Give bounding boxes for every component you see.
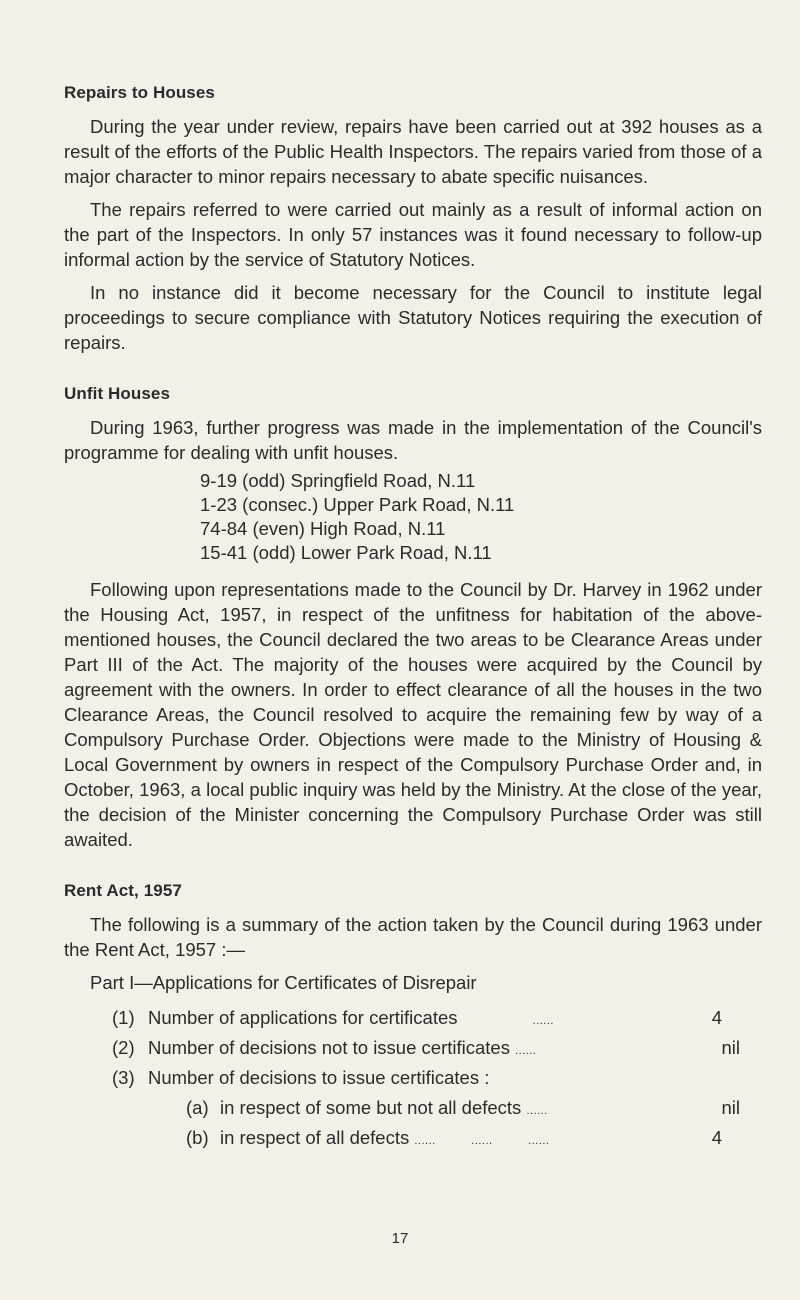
- leader-dots: ......: [532, 1015, 554, 1027]
- summary-row: [64, 1003, 762, 1033]
- row-text: in respect of all defects: [220, 1127, 410, 1148]
- summary-subrow: [64, 1123, 762, 1153]
- leader-dots: ...... ...... ......: [414, 1135, 550, 1147]
- row-number: (2): [112, 1037, 135, 1058]
- row-value: nil: [721, 1037, 740, 1058]
- address-list: [200, 469, 762, 565]
- address-item: 1-23 (consec.) Upper Park Road, N.11: [200, 494, 515, 515]
- row-number: (3): [112, 1067, 135, 1088]
- summary-subrow: [64, 1093, 762, 1123]
- summary-row: [64, 1033, 762, 1063]
- rent-act-intro: The following is a summary of the action taken by the Council during 1963 under the Rent Act, 1957 :—: [64, 914, 762, 960]
- row-value: 4: [711, 1127, 722, 1148]
- unfit-houses-heading: Unfit Houses: [64, 384, 171, 403]
- row-number: (a): [186, 1097, 209, 1118]
- repairs-heading: Repairs to Houses: [64, 83, 215, 102]
- repairs-paragraph-2: The repairs referred to were carried out mainly as a result of informal action on the part of the Inspectors. In only 57 instances was it found necessary to follow-up informal action by the service of Statutory Notices.: [64, 199, 762, 270]
- leader-dots: ......: [526, 1105, 548, 1117]
- row-text: Number of decisions to issue certificates :: [148, 1067, 490, 1088]
- address-item: 15-41 (odd) Lower Park Road, N.11: [200, 542, 492, 563]
- page-number: 17: [391, 1230, 409, 1247]
- row-value: nil: [721, 1097, 740, 1118]
- summary-row: [64, 1063, 762, 1093]
- row-value: 4: [711, 1007, 722, 1028]
- part-one-title: Part I—Applications for Certificates of Disrepair: [90, 972, 477, 993]
- unfit-houses-following: Following upon representations made to the Council by Dr. Harvey in 1962 under the Housing Act, 1957, in respect of the unfitness for habitation of the above-mentioned houses, the Council declared the two areas to be Clearance Areas under Part III of the Act. The majority of the houses were acquired by the Council by agreement with the owners. In order to effect clearance of all the houses in the two Clearance Areas, the Council resolved to acquire the remaining few by way of a Compulsory Purchase Order. Objections were made to the Ministry of Housing & Local Government by owners in respect of the Compulsory Purchase Order and, in October, 1963, a local public inquiry was held by the Ministry. At the close of the year, the decision of the Minister concerning the Compulsory Purchase Order was still awaited.: [64, 579, 762, 850]
- repairs-paragraph-3: In no instance did it become necessary for the Council to institute legal proceedings to secure compliance with Statutory Notices requiring the execution of repairs.: [64, 282, 762, 353]
- row-number: (1): [112, 1007, 135, 1028]
- row-number: (b): [186, 1127, 209, 1148]
- row-text: in respect of some but not all defects: [220, 1097, 522, 1118]
- row-text: Number of decisions not to issue certificates: [148, 1037, 510, 1058]
- address-item: 9-19 (odd) Springfield Road, N.11: [200, 470, 476, 491]
- address-item: 74-84 (even) High Road, N.11: [200, 518, 446, 539]
- repairs-paragraph-1: During the year under review, repairs have been carried out at 392 houses as a result of the efforts of the Public Health Inspectors. The repairs varied from those of a major character to minor repairs necessary to abate specific nuisances.: [64, 116, 762, 187]
- unfit-houses-intro: During 1963, further progress was made in the implementation of the Council's programme for dealing with unfit houses.: [64, 417, 762, 463]
- leader-dots: ......: [515, 1045, 537, 1057]
- rent-act-heading: Rent Act, 1957: [64, 881, 182, 900]
- row-text: Number of applications for certificates: [148, 1007, 458, 1028]
